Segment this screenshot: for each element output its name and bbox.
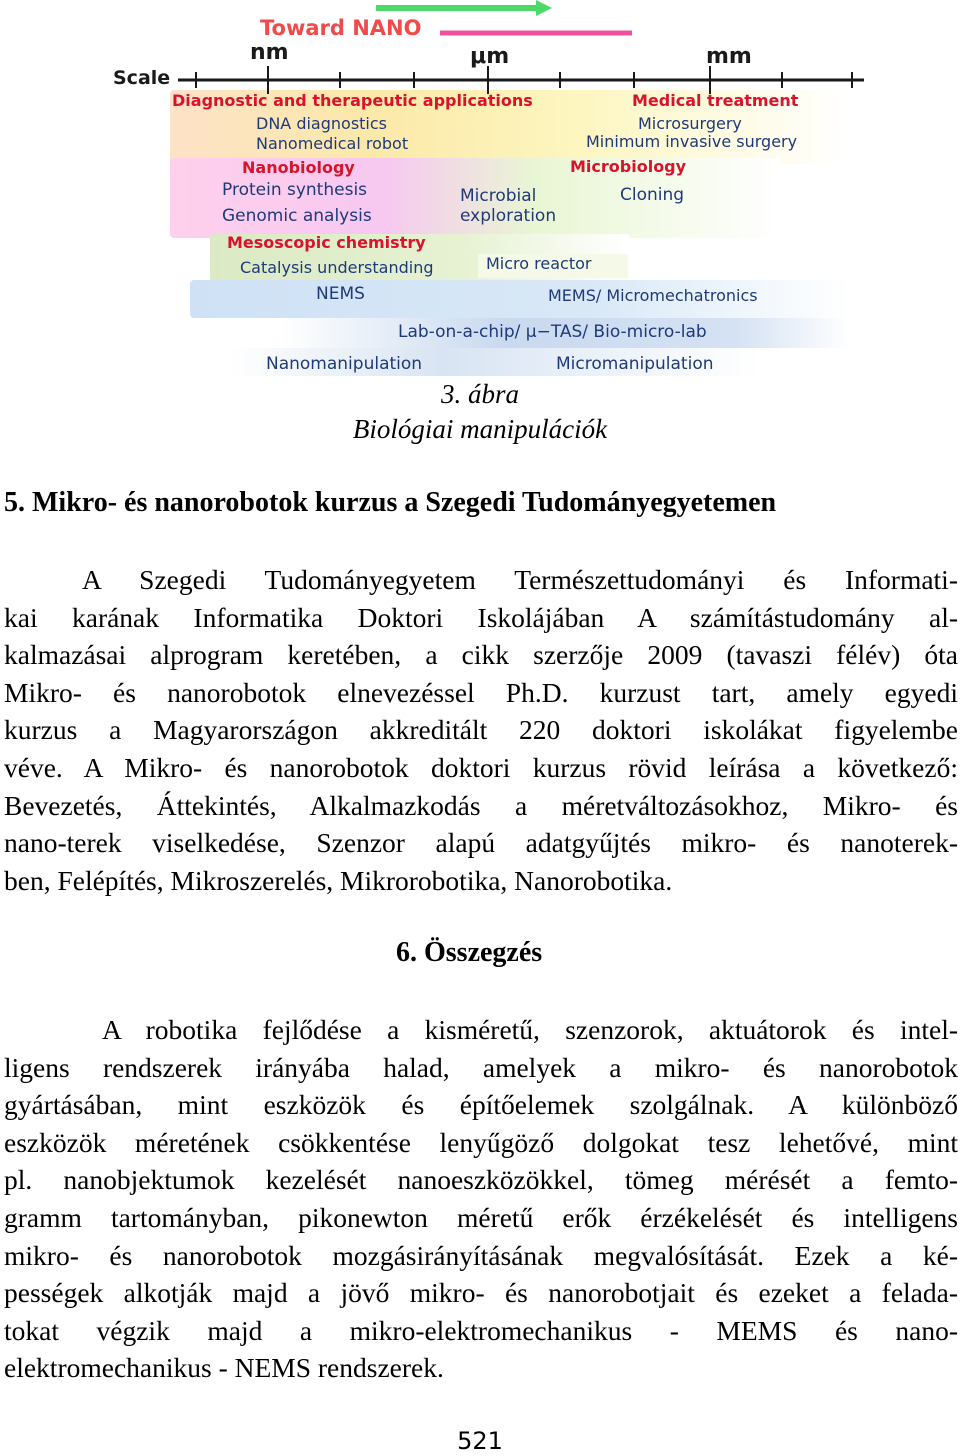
paragraph-line: Bevezetés, Áttekintés, Alkalmazkodás a méretváltozásokhoz, Mikro- és: [4, 789, 958, 821]
label-cloning: Cloning: [620, 185, 685, 205]
label-genomic-analysis: Genomic analysis: [222, 206, 372, 226]
paragraph-line: kurzus a Magyarországon akkreditált 220 doktori iskolákat figyelembe: [4, 714, 958, 746]
paragraph-line: pl. nanobjektumok kezelését nanoeszközökkel, tömeg mérését a femto-: [4, 1164, 958, 1196]
paragraph-line: gyártásában, mint eszközök és építőelemek szolgálnak. A különböző: [4, 1089, 958, 1121]
label-microsurgery: Microsurgery: [638, 114, 742, 133]
label-minimum-invasive-surgery: Minimum invasive surgery: [586, 132, 798, 151]
toward-nano-label: Toward NANO: [260, 16, 422, 40]
paragraph-line: véve. A Mikro- és nanorobotok doktori kurzus rövid leírása a következő:: [4, 751, 958, 783]
paragraph-line: nano-terek viselkedése, Szenzor alapú adatgyűjtés mikro- és nanoterek-: [4, 827, 958, 859]
paragraph-line: kalmazásai alprogram keretében, a cikk szerzője 2009 (tavaszi félév) óta: [4, 639, 958, 671]
label-protein-synthesis: Protein synthesis: [222, 180, 368, 200]
paragraph-line: elektromechanikus - NEMS rendszerek.: [4, 1352, 444, 1384]
label-mems-micromechatronics: MEMS/ Micromechatronics: [548, 286, 758, 305]
label-diagnostic-applications: Diagnostic and therapeutic applications: [172, 91, 533, 110]
page-number: 521: [457, 1427, 503, 1455]
label-dna-diagnostics: DNA diagnostics: [256, 114, 387, 133]
paragraph-line: kai karának Informatika Doktori Iskolájában A számítástudomány al-: [4, 601, 958, 633]
paragraph-line: gramm tartományban, pikonewton méretű erők érzékelését és intelligens: [4, 1201, 958, 1233]
label-micromanipulation: Micromanipulation: [556, 354, 714, 374]
figure-caption-title: Biológiai manipulációk: [352, 414, 608, 444]
scale-unit-nm: nm: [250, 40, 289, 65]
section-6-heading: 6. Összegzés: [396, 937, 543, 968]
section-5-heading: 5. Mikro- és nanorobotok kurzus a Szegedi Tudományegyetemen: [4, 487, 777, 518]
label-exploration: exploration: [460, 206, 557, 226]
label-lab-on-a-chip: Lab-on-a-chip/ μ−TAS/ Bio-micro-lab: [398, 322, 707, 342]
paragraph-line: A Szegedi Tudományegyetem Természettudományi és Informati-: [82, 564, 958, 595]
label-nanobiology: Nanobiology: [242, 158, 355, 177]
scale-unit-mm: mm: [706, 44, 752, 69]
paragraph-line: eszközök méretének csökkentése lenyűgöző dolgokat tesz lehetővé, mint: [4, 1126, 958, 1158]
green-arrow-head: [536, 0, 552, 16]
scale-label: Scale: [113, 67, 171, 89]
label-medical-treatment: Medical treatment: [632, 91, 799, 110]
label-nanomanipulation: Nanomanipulation: [266, 354, 423, 374]
paragraph-line: A robotika fejlődése a kisméretű, szenzorok, aktuátorok és intel-: [102, 1014, 958, 1045]
label-micro-reactor: Micro reactor: [478, 254, 628, 278]
label-nems: NEMS: [316, 284, 365, 304]
label-nanomedical-robot: Nanomedical robot: [256, 134, 409, 153]
paragraph-line: mikro- és nanorobotok mozgásirányításának megvalósítását. Ezek a ké-: [4, 1239, 958, 1271]
label-microbial: Microbial: [460, 186, 537, 206]
figure-caption-number: 3. ábra: [440, 379, 519, 409]
paragraph-line: Mikro- és nanorobotok elnevezéssel Ph.D. kurzust tart, amely egyedi: [4, 676, 958, 708]
paragraph-line: ben, Felépítés, Mikroszerelés, Mikrorobotika, Nanorobotika.: [4, 864, 673, 896]
label-microbiology: Microbiology: [570, 157, 687, 176]
section-5-paragraph: [4, 561, 958, 899]
section-6-paragraph: [4, 1011, 958, 1387]
label-catalysis-understanding: Catalysis understanding: [240, 258, 434, 277]
figure-biological-manipulations: [0, 0, 960, 378]
paragraph-line: tokat végzik majd a mikro-elektromechanikus - MEMS és nano-: [4, 1314, 958, 1346]
label-mesoscopic-chemistry: Mesoscopic chemistry: [227, 233, 426, 252]
scale-unit-um: μm: [470, 44, 510, 69]
paragraph-line: ligens rendszerek irányába halad, amelyek a mikro- és nanorobotok: [4, 1051, 958, 1083]
paragraph-line: pességek alkotják majd a jövő mikro- és nanorobotjait és ezeket a felada-: [4, 1277, 958, 1309]
